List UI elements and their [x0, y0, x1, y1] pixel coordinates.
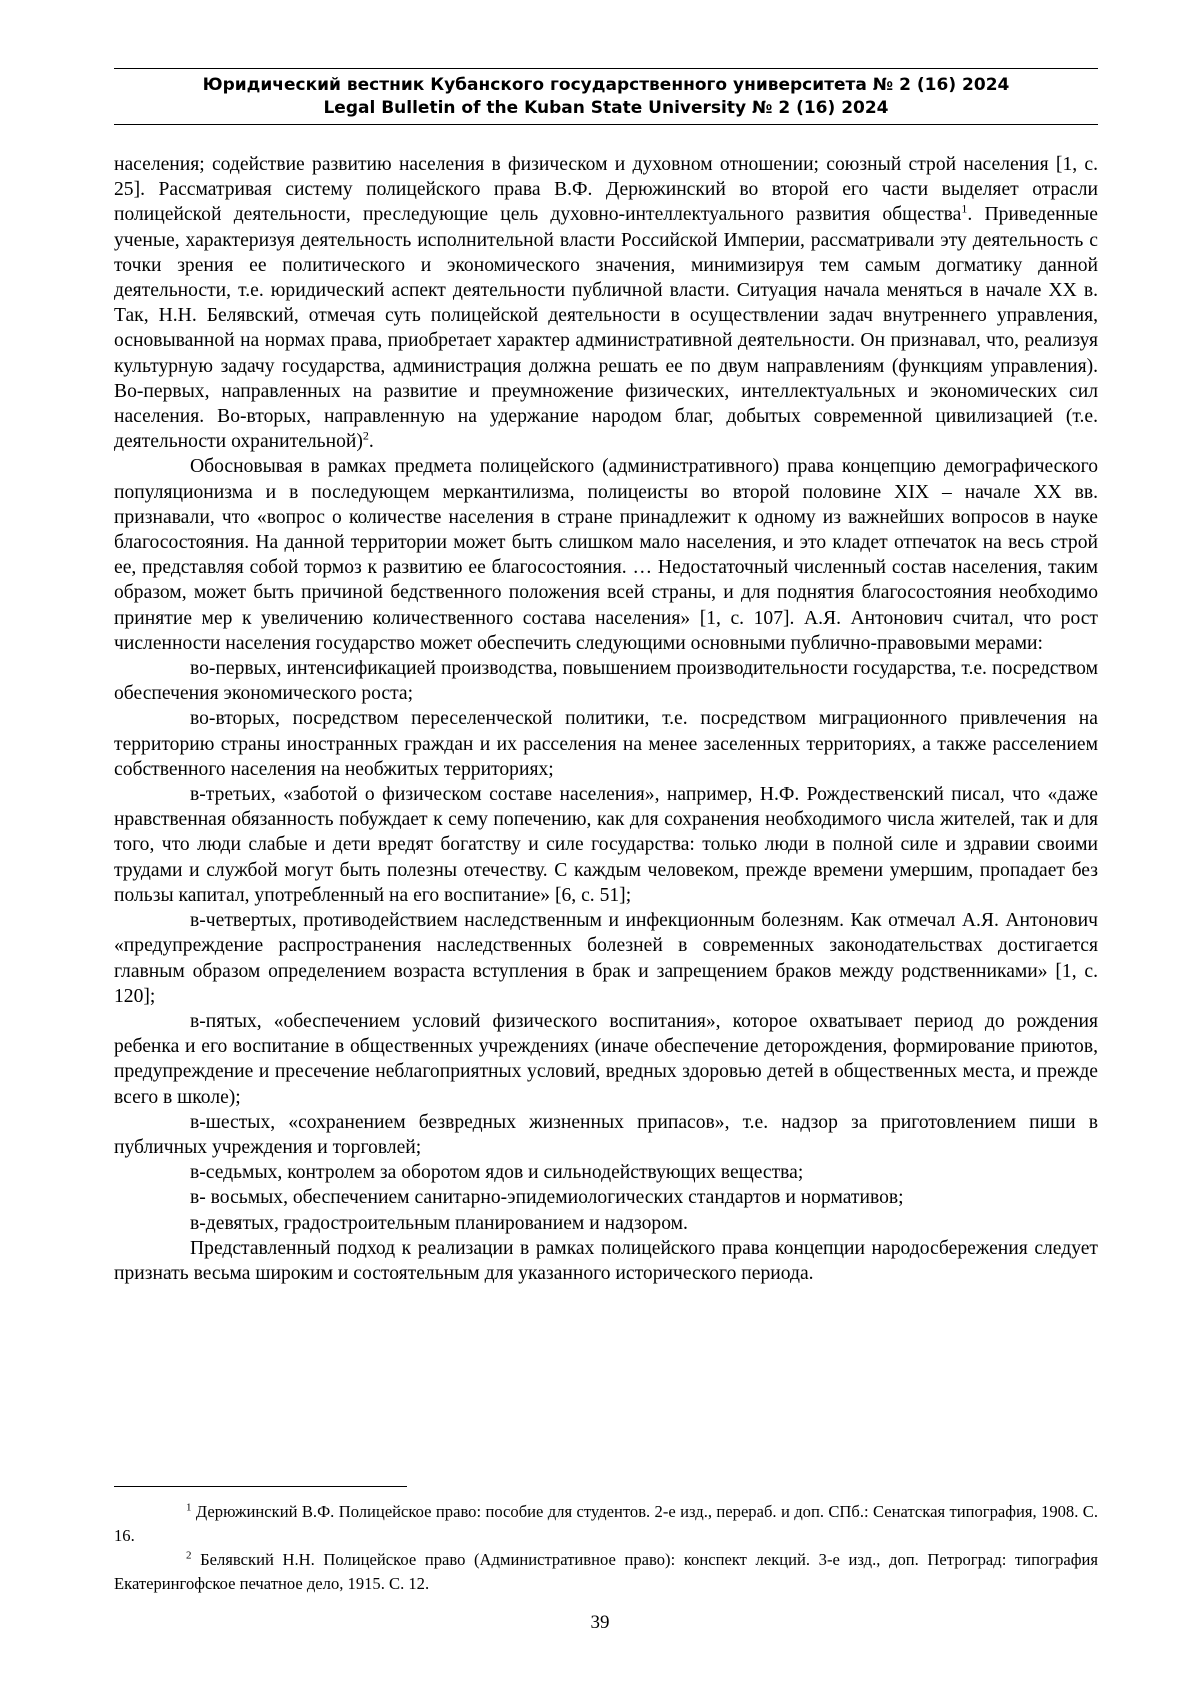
paragraph-text: . [368, 431, 374, 453]
footnote-reference[interactable]: 2 [362, 428, 369, 443]
body-paragraph [114, 1110, 1098, 1160]
body-paragraph [114, 152, 1098, 454]
paragraph-text: населения; содействие развитию населения в физическом и духовном отношении; союзный строй населения [1, с. 25]. Рассматривая систему полицейского права В.Ф. Дерюжинский во второй его части выделяет отрасли полицейской деятельности, преследующие цель духовно-интеллектуального развития общества [114, 154, 1098, 226]
paragraph-text: в-четвертых, противодействием наследственным и инфекционным болезням. Как отмечал А.Я. Антонович «предупреждение распространения наследственных болезней в современных законодательствах достигается главным образом определением возраста вступления в брак и запрещением браков между родственниками» [1, с. 120]; [114, 910, 1098, 1007]
paragraph-text: в-девятых, градостроительным планированием и надзором. [190, 1212, 688, 1234]
body-paragraph [114, 1211, 1098, 1236]
footnote-number: 2 [186, 1549, 192, 1562]
body-paragraph [114, 908, 1098, 1009]
paragraph-text: во-вторых, посредством переселенческой политики, т.е. посредством миграционного привлечения на территорию страны иностранных граждан и их расселения на менее заселенных территориях, а также расселением собственного населения на необжитых территориях; [114, 708, 1098, 780]
footnote-text: Белявский Н.Н. Полицейское право (Административное право): конспект лекций. 3-е изд., доп. Петроград: типография Екатерингофское печатное дело, 1915. С. 12. [114, 1550, 1098, 1593]
body-paragraph [114, 1236, 1098, 1286]
footnotes [114, 1500, 1098, 1596]
body-paragraph [114, 454, 1098, 656]
paragraph-text: во-первых, интенсификацией производства, повышением производительности государства, т.е. посредством обеспечения экономического роста; [114, 658, 1098, 705]
paragraph-text: Представленный подход к реализации в рамках полицейского права концепции народосбережения следует признать весьма широким и состоятельным для указанного исторического периода. [114, 1237, 1098, 1284]
header-title-ru: Юридический вестник Кубанского государственного университета № 2 (16) 2024 [202, 75, 1010, 95]
footnote [114, 1548, 1098, 1596]
footnote-separator [114, 1486, 407, 1487]
paragraph-text: в-пятых, «обеспечением условий физического воспитания», которое охватывает период до рождения ребенка и его воспитание в общественных учреждениях (иначе обеспечение деторождения, формирование приютов, предупреждение и пресечение неблагоприятных условий, вредных здоровью детей в общественных места, и прежде всего в школе); [114, 1010, 1098, 1108]
paragraph-text: Обосновывая в рамках предмета полицейского (административного) права концепцию демографического популяционизма и в последующем меркантилизма, полицеисты во второй половине XIX – начале XX вв. признавали, что «вопрос о количестве населения в стране принадлежит к одному из важнейших вопросов в науке благосостояния. На данной территории может быть слишком мало населения, и это кладет отпечаток на весь строй ее, представляя собой тормоз к развитию ее благосостояния. … Недостаточный численный состав населения, таким образом, может быть причиной бедственного положения всей страны, и для поднятия благосостояния необходимо принятие мер к увеличению количественного состава населения» [1, с. 107]. А.Я. Антонович считал, что рост численности населения государство может обеспечить следующими основными публично-правовыми мерами: [114, 456, 1098, 654]
paragraph-text: в-третьих, «заботой о физическом составе населения», например, Н.Ф. Рождественский писал, что «даже нравственная обязанность побуждает к сему попечению, как для сохранения необходимого числа жителей, так и для того, что люди слабые и дети вредят богатству и силе государства: только люди в полной силе и здравии своими трудами и службой могут быть полезны отечеству. С каждым человеком, прежде времени умершим, пропадает без пользы капитал, употребленный на его воспитание» [6, с. 51]; [114, 784, 1098, 906]
body-paragraph [114, 1009, 1098, 1110]
footnote [114, 1500, 1098, 1548]
body-paragraph [114, 656, 1098, 706]
footnote-text: Дерюжинский В.Ф. Полицейское право: пособие для студентов. 2-е изд., перераб. и доп. СПб.: Сенатская типография, 1908. С. 16. [114, 1502, 1098, 1545]
footnote-reference[interactable]: 1 [961, 201, 968, 216]
page-number: 39 [590, 1612, 610, 1633]
body-paragraph [114, 1185, 1098, 1210]
paragraph-text: . Приведенные ученые, характеризуя деятельность исполнительной власти Российской Империи, рассматривали эту деятельность с точки зрения ее политического и экономического значения, минимизируя тем самым догматику данной деятельности, т.е. юридический аспект деятельности публичной власти. Ситуация начала меняться в начале XX в. Так, Н.Н. Белявский, отмечая суть полицейской деятельности в осуществлении задач внутреннего управления, основыванной на нормах права, приобретает характер административной деятельности. Он признавал, что, реализуя культурную задачу государства, администрация должна решать ее по двум направлениям (функциям управления). Во-первых, направленных на развитие и преумножение физических, интеллектуальных и экономических сил населения. Во-вторых, направленную на удержание народом благ, добытых современной цивилизацией (т.е. деятельности охранительной) [114, 204, 1098, 453]
header-title-en: Legal Bulletin of the Kuban State University № 2 (16) 2024 [323, 98, 889, 118]
footnote-number: 1 [186, 1501, 192, 1514]
body-paragraph [114, 1160, 1098, 1185]
body-paragraph [114, 782, 1098, 908]
running-header [114, 68, 1098, 125]
body-paragraph [114, 706, 1098, 782]
paragraph-text: в-шестых, «сохранением безвредных жизненных припасов», т.е. надзор за приготовлением пиши в публичных учреждения и торговлей; [114, 1111, 1098, 1158]
paragraph-text: в-седьмых, контролем за оборотом ядов и сильнодействующих вещества; [190, 1162, 804, 1184]
article-body [114, 152, 1098, 1286]
paragraph-text: в- восьмых, обеспечением санитарно-эпидемиологических стандартов и нормативов; [190, 1187, 904, 1209]
